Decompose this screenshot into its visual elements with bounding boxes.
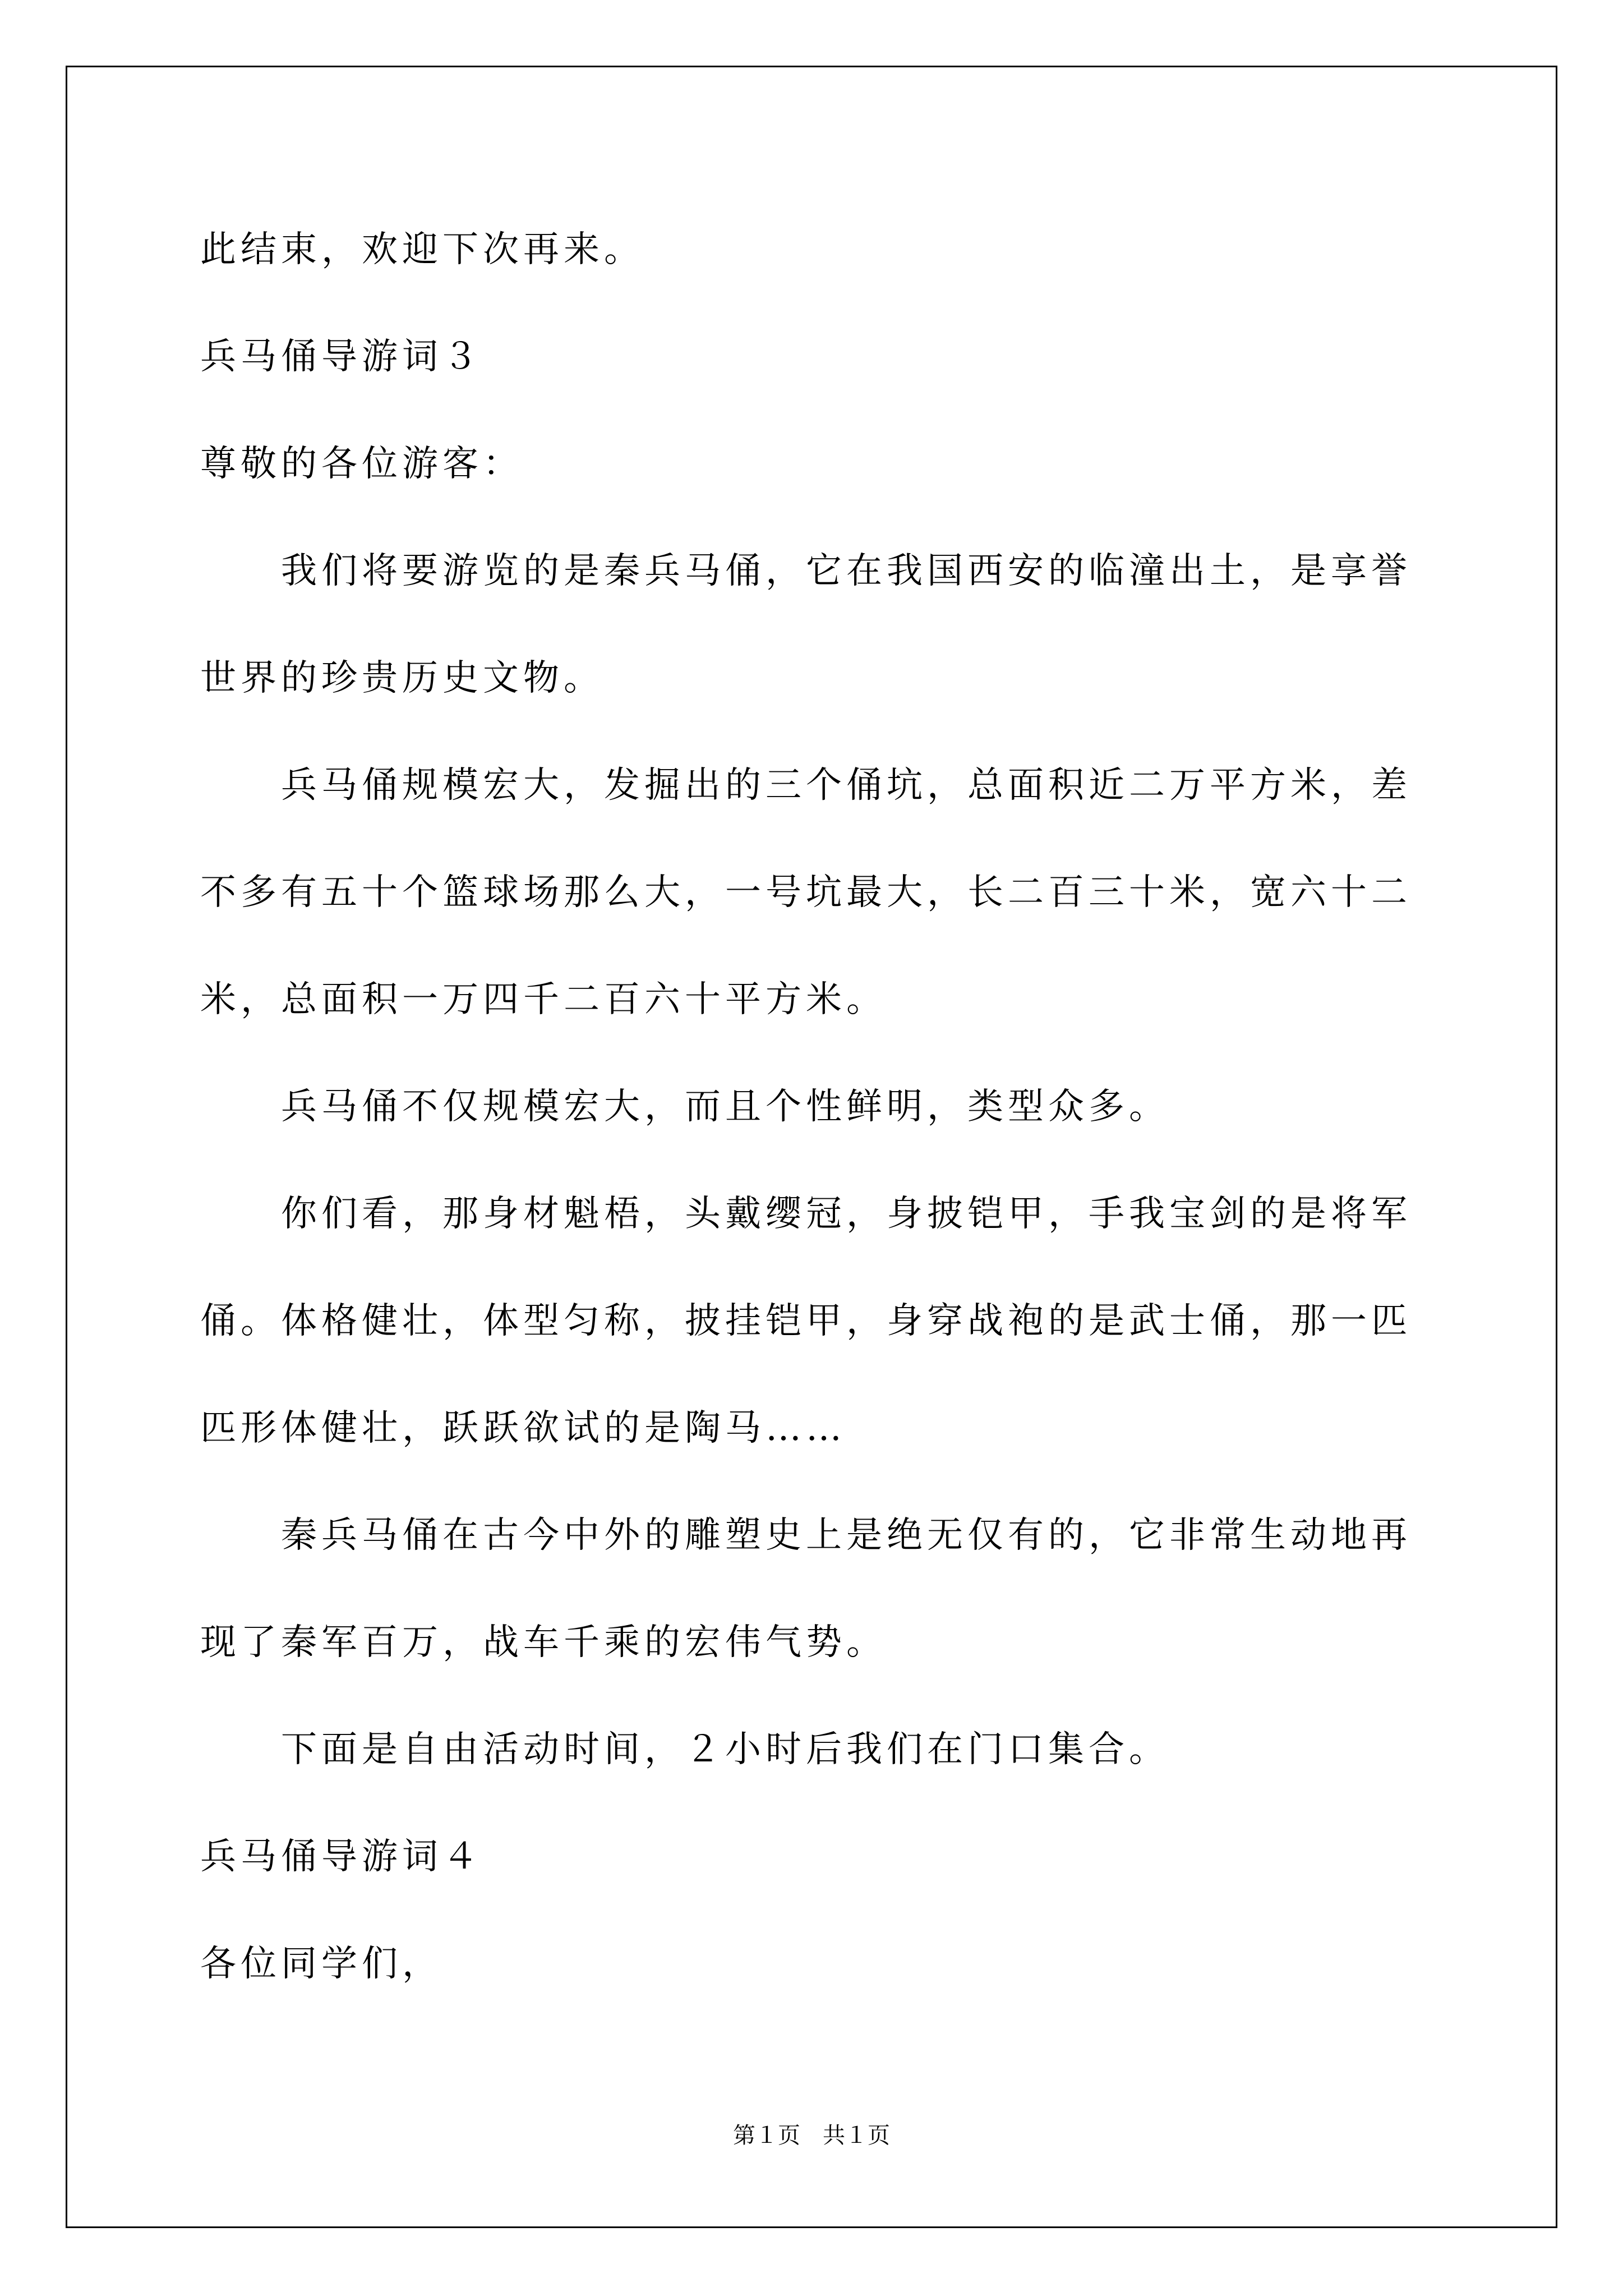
paragraph-line: 你们看，那身材魁梧，头戴缨冠，身披铠甲，手我宝剑的是将军	[281, 1193, 1412, 1235]
paragraph-line: 世界的珍贵历史文物。	[200, 657, 604, 699]
paragraph-line: 下面是自由活动时间，２小时后我们在门口集合。	[281, 1729, 1169, 1770]
paragraph-line: 我们将要游览的是秦兵马俑，它在我国西安的临潼出土，是享誉	[281, 550, 1412, 592]
page-border	[66, 66, 1557, 2228]
salutation: 各位同学们，	[200, 1943, 442, 1985]
paragraph-line: 兵马俑不仅规模宏大，而且个性鲜明，类型众多。	[281, 1086, 1169, 1128]
paragraph-line: 不多有五十个篮球场那么大，一号坑最大，长二百三十米，宽六十二	[200, 872, 1412, 913]
section-heading: 兵马俑导游词４	[200, 1836, 483, 1878]
page-footer: 第１页 共１页	[733, 2123, 890, 2148]
paragraph-line: 俑。体格健壮，体型匀称，披挂铠甲，身穿战袍的是武士俑，那一匹	[200, 1300, 1412, 1342]
paragraph-line: 秦兵马俑在古今中外的雕塑史上是绝无仅有的，它非常生动地再	[281, 1515, 1412, 1556]
paragraph-line: 匹形体健壮，跃跃欲试的是陶马……	[200, 1407, 846, 1449]
paragraph-line: 米，总面积一万四千二百六十平方米。	[200, 979, 887, 1020]
paragraph-line: 现了秦军百万，战车千乘的宏伟气势。	[200, 1622, 887, 1663]
section-heading: 兵马俑导游词３	[200, 336, 483, 378]
text-line: 此结束，欢迎下次再来。	[200, 229, 644, 270]
paragraph-line: 兵马俑规模宏大，发掘出的三个俑坑，总面积近二万平方米，差	[281, 765, 1412, 806]
salutation: 尊敬的各位游客：	[200, 443, 523, 485]
